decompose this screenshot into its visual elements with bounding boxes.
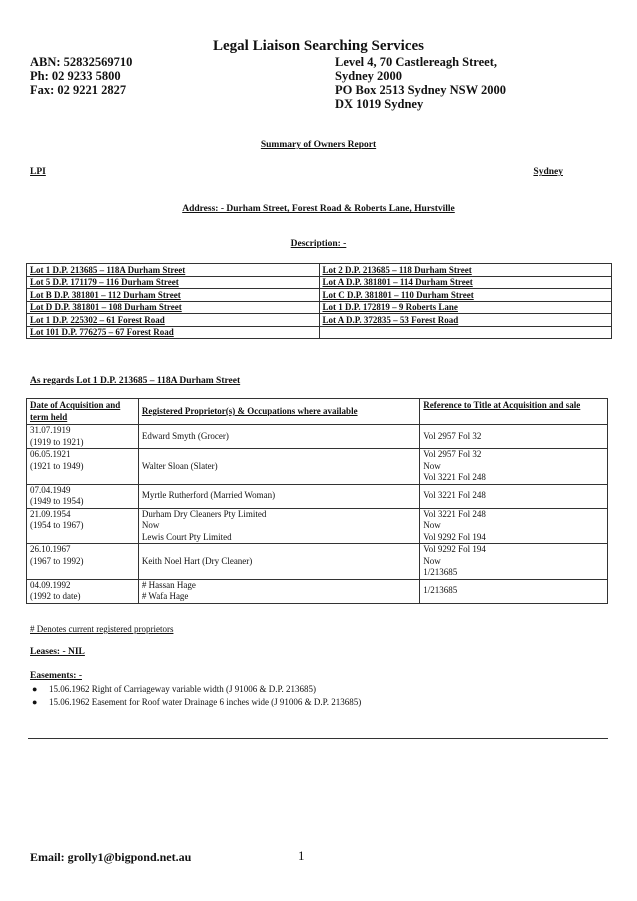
proprietor-cell (138, 425, 419, 449)
bullet-icon: ● (32, 684, 38, 694)
reference-cell (420, 579, 608, 603)
proprietor-cell (138, 508, 419, 544)
date-cell (27, 544, 139, 580)
reference-line: Vol 9292 Fol 194 (423, 544, 486, 554)
term-held: (1949 to 1954) (30, 496, 84, 506)
fax: Fax: 02 9221 2827 (30, 83, 127, 97)
reference-cell (420, 425, 608, 449)
proprietor-line: Keith Noel Hart (Dry Cleaner) (141, 555, 253, 566)
firm-contact-block (30, 55, 132, 97)
proprietor-cell (138, 484, 419, 508)
term-held: (1967 to 1992) (30, 555, 84, 566)
lot-cell: Lot 5 D.P. 171179 – 116 Durham Street (27, 276, 320, 289)
phone: Ph: 02 9233 5800 (30, 69, 121, 83)
reference-line: Now (423, 555, 441, 566)
list-item (30, 696, 361, 709)
table-header-row (27, 399, 608, 425)
proprietor-line: # Wafa Hage (141, 591, 189, 601)
lot-cell: Lot 101 D.P. 776275 – 67 Forest Road (27, 326, 320, 339)
reference-line: Vol 3221 Fol 248 (423, 508, 486, 519)
address-line: DX 1019 Sydney (335, 97, 424, 111)
proprietor-cell (138, 449, 419, 485)
table-row (27, 508, 608, 544)
office-label: LPI (30, 167, 46, 177)
table-row (27, 425, 608, 449)
title-history-table (26, 398, 608, 604)
address-line: Level 4, 70 Castlereagh Street, (335, 55, 497, 69)
lot-cell: Lot C D.P. 381801 – 110 Durham Street (319, 289, 612, 302)
acquisition-date: 26.10.1967 (30, 544, 71, 554)
firm-name: Legal Liaison Searching Services (213, 38, 424, 54)
reference-cell (420, 449, 608, 485)
leases-heading: Leases: - NIL (30, 647, 85, 657)
reference-line: Vol 3221 Fol 248 (423, 472, 486, 482)
proprietor-line: Now (141, 520, 160, 530)
regards-heading: As regards Lot 1 D.P. 213685 – 118A Durham Street (30, 376, 241, 386)
reference-cell (420, 544, 608, 580)
lot-cell: Lot D D.P. 381801 – 108 Durham Street (27, 301, 320, 314)
date-cell (27, 579, 139, 603)
proprietor-line: Edward Smyth (Grocer) (141, 430, 229, 441)
lot-cell: Lot A D.P. 372835 – 53 Forest Road (319, 314, 612, 327)
lots-table (26, 263, 612, 339)
easement-text: 15.06.1962 Right of Carriageway variable width (J 91006 & D.P. 213685) (49, 684, 316, 694)
table-row (27, 276, 612, 289)
reference-line: Vol 3221 Fol 248 (423, 490, 486, 501)
easement-text: 15.06.1962 Easement for Roof water Drainage 6 inches wide (J 91006 & D.P. 213685) (49, 697, 362, 707)
acquisition-date: 31.07.1919 (30, 425, 71, 435)
firm-address-block (335, 55, 506, 111)
current-proprietor-note: # Denotes current registered proprietors (30, 624, 174, 634)
lot-cell: Lot 1 D.P. 172819 – 9 Roberts Lane (319, 301, 612, 314)
lot-cell: Lot 1 D.P. 213685 – 118A Durham Street (27, 264, 320, 277)
table-row (27, 314, 612, 327)
page-number: 1 (298, 848, 305, 863)
proprietor-line: Durham Dry Cleaners Pty Limited (141, 508, 267, 519)
header-date: Date of Acquisition and term held (27, 399, 139, 425)
acquisition-date: 07.04.1949 (30, 484, 71, 495)
term-held: (1921 to 1949) (30, 460, 84, 471)
proprietor-line: Lewis Court Pty Limited (141, 531, 232, 542)
reference-line: 1/213685 (423, 567, 458, 577)
acquisition-date: 21.09.1954 (30, 508, 71, 519)
table-row (27, 544, 608, 580)
header-proprietor: Registered Proprietor(s) & Occupations where available (138, 399, 419, 425)
bullet-icon: ● (32, 697, 38, 707)
table-row (27, 326, 612, 339)
term-held: (1954 to 1967) (30, 520, 84, 530)
lot-cell: Lot 2 D.P. 213685 – 118 Durham Street (319, 264, 612, 277)
reference-line: Now (423, 460, 441, 471)
date-cell (27, 508, 139, 544)
property-address: Address: - Durham Street, Forest Road & Roberts Lane, Hurstville (182, 204, 455, 214)
proprietor-line: Myrtle Rutherford (Married Woman) (141, 490, 276, 501)
header-reference: Reference to Title at Acquisition and sale (420, 399, 608, 425)
report-title: Summary of Owners Report (260, 140, 377, 150)
table-row (27, 449, 608, 485)
table-row (27, 301, 612, 314)
date-cell (27, 484, 139, 508)
easements-list (30, 683, 361, 709)
proprietor-cell (138, 544, 419, 580)
city-label: Sydney (533, 167, 563, 177)
lot-cell: Lot 1 D.P. 225302 – 61 Forest Road (27, 314, 320, 327)
lot-cell: Lot A D.P. 381801 – 114 Durham Street (319, 276, 612, 289)
description-label: Description: - (290, 239, 347, 249)
proprietor-cell (138, 579, 419, 603)
address-line: Sydney 2000 (335, 69, 403, 83)
table-row (27, 289, 612, 302)
lot-cell-empty (319, 326, 612, 339)
proprietor-line: # Hassan Hage (141, 579, 196, 590)
easements-heading: Easements: - (30, 671, 82, 681)
reference-line: Now (423, 520, 441, 530)
proprietor-line: Walter Sloan (Slater) (141, 460, 218, 471)
horizontal-divider (28, 738, 608, 739)
acquisition-date: 04.09.1992 (30, 579, 71, 590)
term-held: (1919 to 1921) (30, 436, 84, 447)
address-line: PO Box 2513 Sydney NSW 2000 (335, 83, 506, 97)
footer-email: Email: grolly1@bigpond.net.au (30, 850, 192, 864)
date-cell (27, 449, 139, 485)
acquisition-date: 06.05.1921 (30, 449, 71, 459)
list-item (30, 683, 361, 696)
reference-line: Vol 2957 Fol 32 (423, 430, 482, 441)
term-held: (1992 to date) (30, 591, 81, 601)
reference-cell (420, 484, 608, 508)
reference-line: Vol 2957 Fol 32 (423, 449, 482, 459)
reference-line: 1/213685 (423, 585, 458, 596)
reference-line: Vol 9292 Fol 194 (423, 531, 486, 542)
abn: ABN: 52832569710 (30, 55, 133, 69)
date-cell (27, 425, 139, 449)
table-row (27, 484, 608, 508)
table-row (27, 264, 612, 277)
reference-cell (420, 508, 608, 544)
table-row (27, 579, 608, 603)
lot-cell: Lot B D.P. 381801 – 112 Durham Street (27, 289, 320, 302)
